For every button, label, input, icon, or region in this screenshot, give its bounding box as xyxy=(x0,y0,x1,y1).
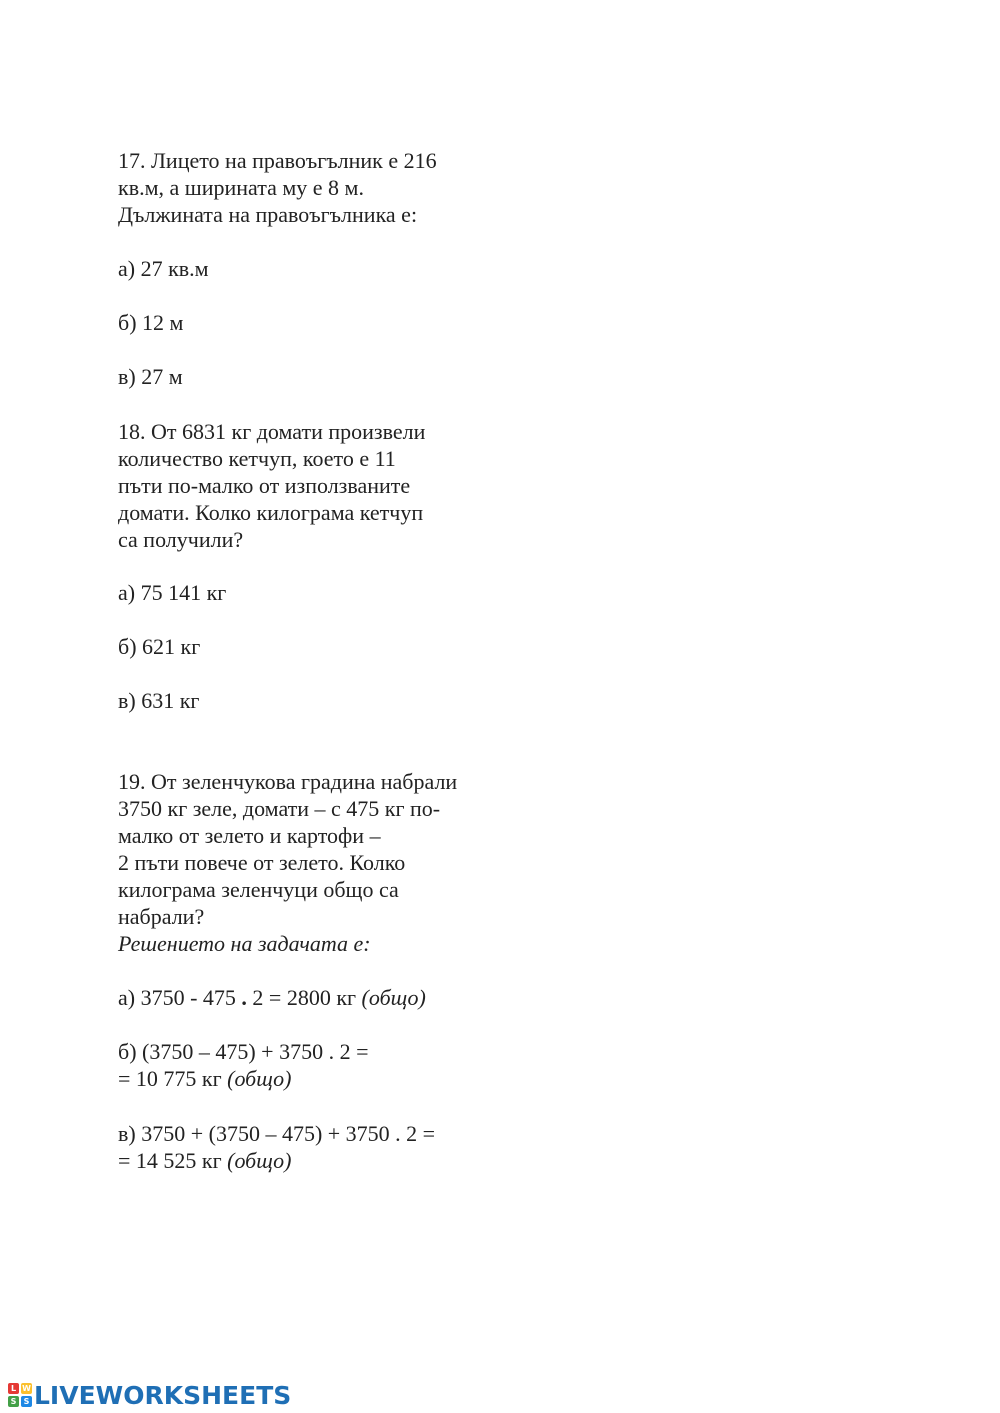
q18-option-c[interactable]: в) 631 кг xyxy=(118,688,200,713)
q18-text-line-1: 18. От 6831 кг домати произвели xyxy=(118,419,426,444)
logo-block-2: W xyxy=(22,1384,31,1393)
q17-text-line-2: кв.м, а ширината му е 8 м. xyxy=(118,175,364,200)
q19-option-c-note: (общо) xyxy=(227,1148,292,1173)
q19-option-c-line-2[interactable] xyxy=(118,1147,291,1174)
q19-text-line-4: 2 пъти повече от зелето. Колко xyxy=(118,850,406,875)
q17-option-b[interactable]: б) 12 м xyxy=(118,310,184,335)
logo-block-1: L xyxy=(8,1383,19,1394)
q17-option-a[interactable]: а) 27 кв.м xyxy=(118,256,209,281)
q17-option-c[interactable]: в) 27 м xyxy=(118,364,183,389)
logo-block-3: S xyxy=(8,1396,19,1407)
logo-block-4: S xyxy=(21,1396,32,1407)
q19-option-c-line-1[interactable]: в) 3750 + (3750 – 475) + 3750 . 2 = xyxy=(118,1121,436,1146)
q18-option-b[interactable]: б) 621 кг xyxy=(118,634,201,659)
q18-option-a[interactable]: а) 75 141 кг xyxy=(118,580,227,605)
q19-option-c-result: = 14 525 кг xyxy=(118,1148,228,1173)
logo-text: LIVEWORKSHEETS xyxy=(34,1380,292,1410)
q19-text-line-2: 3750 кг зеле, домати – с 475 кг по- xyxy=(118,796,441,821)
q19-option-a-dot: . xyxy=(241,985,247,1010)
q19-option-b-note: (общо) xyxy=(227,1066,292,1091)
q19-subtitle: Решението на задачата е: xyxy=(118,931,371,956)
q17-text-line-3: Дължината на правоъгълника е: xyxy=(118,202,418,227)
q19-option-b-line-2[interactable] xyxy=(118,1065,291,1092)
logo-icon xyxy=(8,1383,32,1407)
q17-text-line-1: 17. Лицето на правоъгълник е 216 xyxy=(118,148,437,173)
liveworksheets-logo[interactable] xyxy=(8,1382,291,1408)
q19-text-line-6: набрали? xyxy=(118,904,205,929)
q18-text-line-5: са получили? xyxy=(118,527,244,552)
q19-text-line-1: 19. От зеленчукова градина набрали xyxy=(118,769,458,794)
q19-option-a[interactable] xyxy=(118,984,426,1011)
q19-text-line-5: килограма зеленчуци общо са xyxy=(118,877,399,902)
q18-text-line-4: домати. Колко килограма кетчуп xyxy=(118,500,424,525)
q19-option-b-result: = 10 775 кг xyxy=(118,1066,228,1091)
q19-option-a-result: 2 = 2800 кг xyxy=(246,985,362,1010)
q19-option-a-expression: а) 3750 - 475 xyxy=(118,985,242,1010)
q19-option-a-note: (общо) xyxy=(361,985,426,1010)
q19-text-line-3: малко от зелето и картофи – xyxy=(118,823,381,848)
q18-text-line-3: пъти по-малко от използваните xyxy=(118,473,411,498)
q19-option-b-line-1[interactable]: б) (3750 – 475) + 3750 . 2 = xyxy=(118,1039,369,1064)
q18-text-line-2: количество кетчуп, което е 11 xyxy=(118,446,396,471)
